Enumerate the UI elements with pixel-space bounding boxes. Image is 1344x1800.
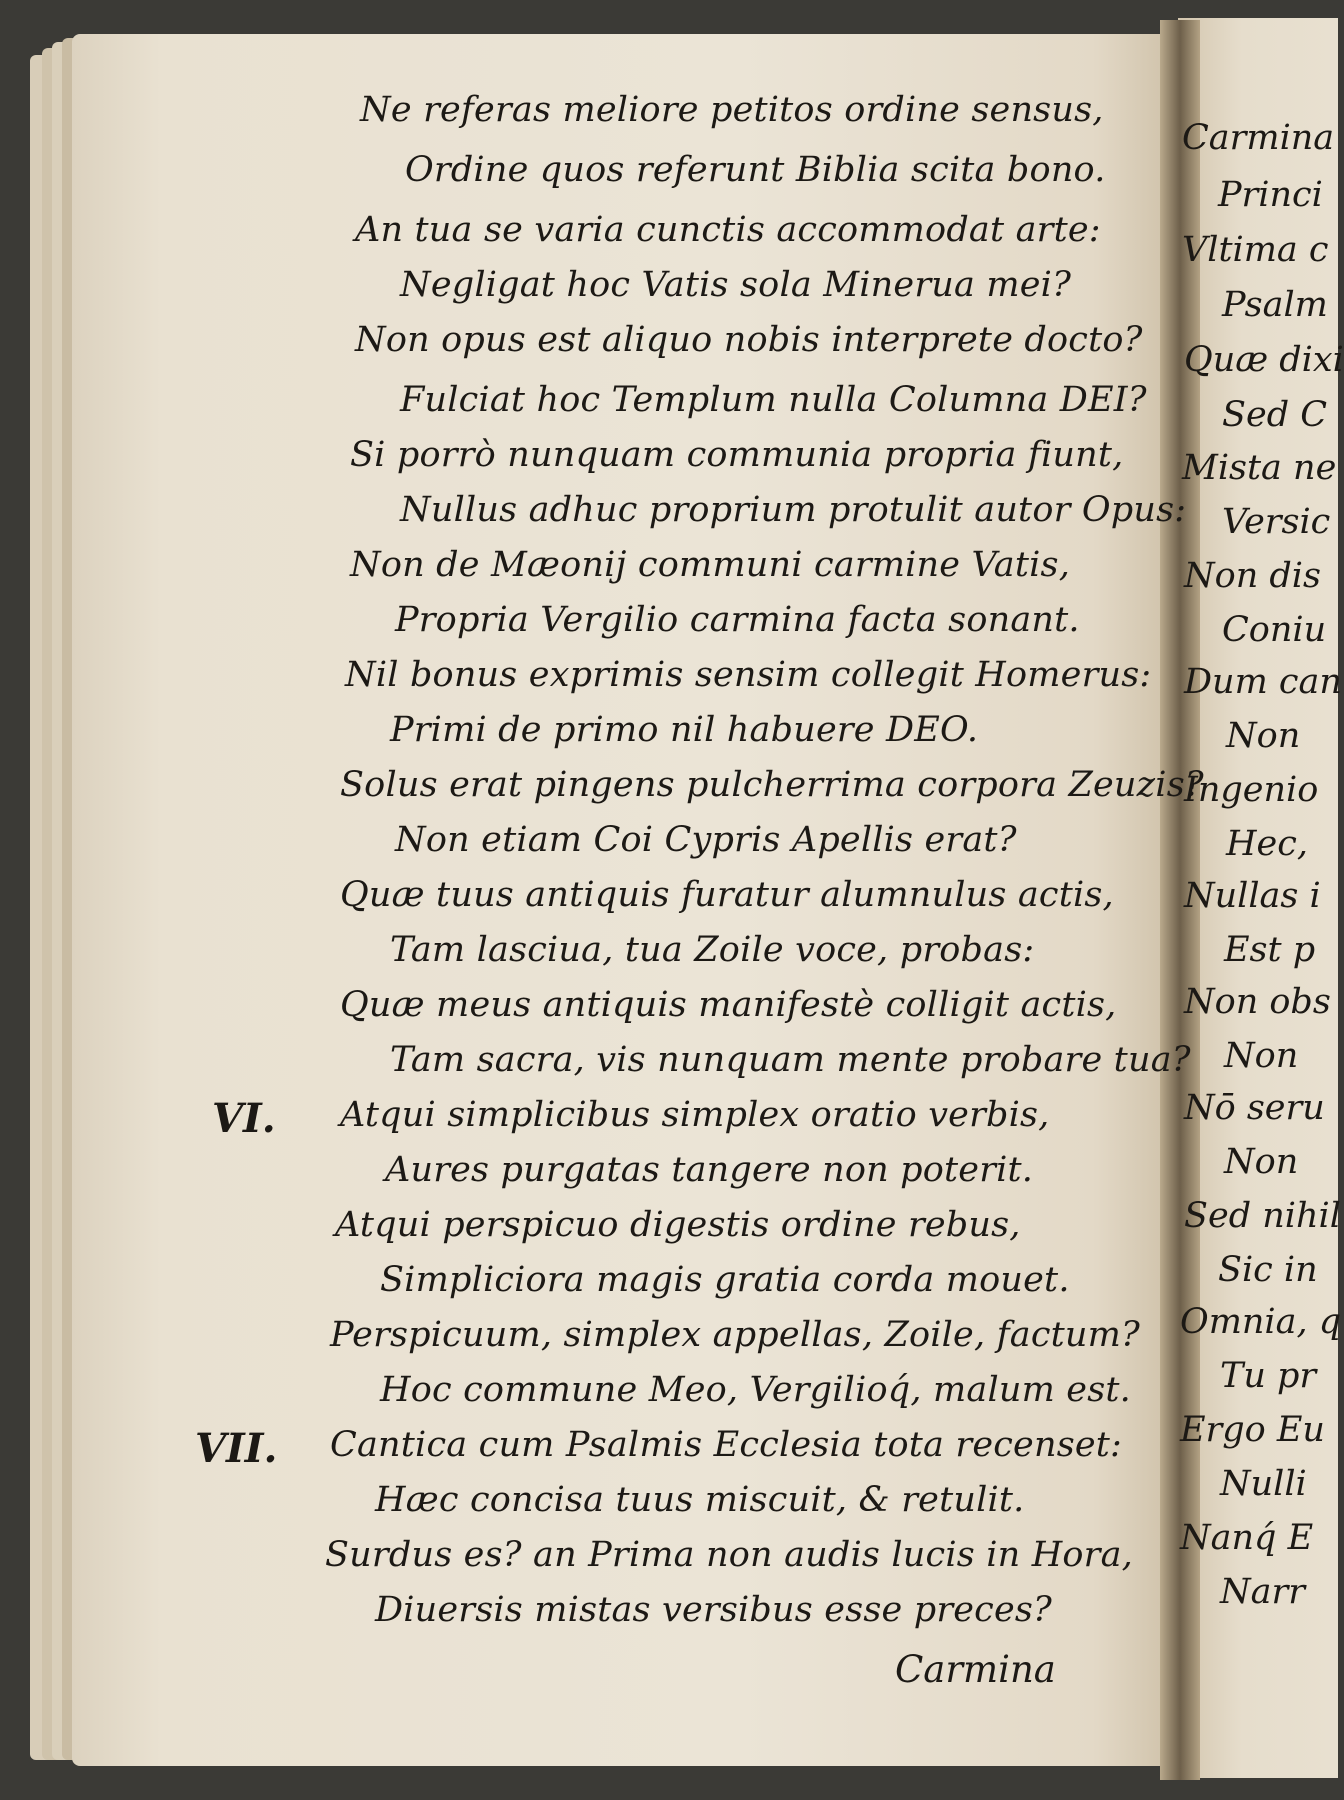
fragment-line: Psalm <box>1222 285 1328 325</box>
verse-line: Quæ meus antiquis manifestè colligit actis, <box>340 985 1117 1025</box>
verse-line: Diuersis mistas versibus esse preces? <box>375 1590 1053 1630</box>
fragment-line: Coniu <box>1222 610 1327 650</box>
fragment-line: Non obs <box>1184 982 1331 1022</box>
fragment-line: Nullas i <box>1184 876 1321 916</box>
verse-line: Hæc concisa tuus miscuit, & retulit. <box>375 1480 1025 1520</box>
verse-line: Hoc commune Meo, Vergilioq́, malum est. <box>380 1370 1131 1410</box>
verse-line: Surdus es? an Prima non audis lucis in Hora, <box>325 1535 1134 1575</box>
verse-line: Propria Vergilio carmina facta sonant. <box>395 600 1080 640</box>
verse-line: Non de Mæonij communi carmine Vatis, <box>350 545 1071 585</box>
fragment-line: Ergo Eu <box>1180 1410 1325 1450</box>
verse-line: Atqui simplicibus simplex oratio verbis, <box>340 1095 1050 1135</box>
fragment-line: Sic in <box>1218 1250 1318 1290</box>
fragment-line: Versic <box>1222 502 1331 542</box>
verse-line: Negligat hoc Vatis sola Minerua mei? <box>400 265 1072 305</box>
fragment-line: Hec, <box>1226 824 1308 864</box>
verse-line: Simpliciora magis gratia corda mouet. <box>380 1260 1070 1300</box>
verse-line: Perspicuum, simplex appellas, Zoile, factum? <box>330 1315 1141 1355</box>
fragment-line: Nō seru <box>1184 1088 1325 1128</box>
verse-line: Ne referas meliore petitos ordine sensus, <box>360 90 1104 130</box>
fragment-line: Vltima c <box>1182 230 1329 270</box>
verse-line: Fulciat hoc Templum nulla Columna DEI? <box>400 380 1147 420</box>
verse-line: Ordine quos referunt Biblia scita bono. <box>405 150 1106 190</box>
verse-line: An tua se varia cunctis accommodat arte: <box>355 210 1101 250</box>
fragment-line: Non <box>1224 1142 1299 1182</box>
fragment-line: Carmina <box>1182 118 1335 158</box>
fragment-line: Omnia, q <box>1180 1302 1342 1342</box>
verse-line: Nil bonus exprimis sensim collegit Homerus: <box>345 655 1152 695</box>
verse-line: Primi de primo nil habuere DEO. <box>390 710 979 750</box>
verse-line: Aures purgatas tangere non poterit. <box>385 1150 1034 1190</box>
verse-line: Cantica cum Psalmis Ecclesia tota recenset: <box>330 1425 1123 1465</box>
verse-line: Quæ tuus antiquis furatur alumnulus actis, <box>340 875 1114 915</box>
fragment-line: Sed C <box>1222 395 1327 435</box>
fragment-line: Ingenio <box>1184 770 1319 810</box>
fragment-line: Non dis <box>1184 556 1321 596</box>
verse-line: Solus erat pingens pulcherrima corpora Zeuzis? <box>340 765 1204 805</box>
fragment-line: Tu pr <box>1220 1356 1317 1396</box>
catchword: Carmina <box>895 1648 1056 1691</box>
fragment-line: Mista ne <box>1182 448 1337 488</box>
fragment-line: Sed nihil <box>1184 1196 1341 1236</box>
fragment-line: Narr <box>1220 1572 1305 1612</box>
verse-line: Tam lasciua, tua Zoile voce, probas: <box>390 930 1035 970</box>
fragment-line: Est p <box>1224 930 1316 970</box>
verse-line: Nullus adhuc proprium protulit autor Opus: <box>400 490 1187 530</box>
fragment-line: Nanq́ E <box>1180 1518 1314 1558</box>
fragment-line: Nulli <box>1220 1464 1307 1504</box>
fragment-line: Non <box>1226 716 1301 756</box>
verse-line: Tam sacra, vis nunquam mente probare tua? <box>390 1040 1191 1080</box>
fragment-line: Princi <box>1218 175 1323 215</box>
verse-line: Si porrò nunquam communia propria fiunt, <box>350 435 1124 475</box>
verse-line: Atqui perspicuo digestis ordine rebus, <box>335 1205 1021 1245</box>
verse-line: Non etiam Coi Cypris Apellis erat? <box>395 820 1017 860</box>
section-number: VI. <box>212 1095 276 1142</box>
fragment-line: Non <box>1224 1036 1299 1076</box>
fragment-line: Dum can <box>1184 662 1342 702</box>
fragment-line: Quæ dixi <box>1184 340 1344 380</box>
section-number: VII. <box>195 1425 278 1472</box>
verse-line: Non opus est aliquo nobis interprete docto? <box>355 320 1143 360</box>
